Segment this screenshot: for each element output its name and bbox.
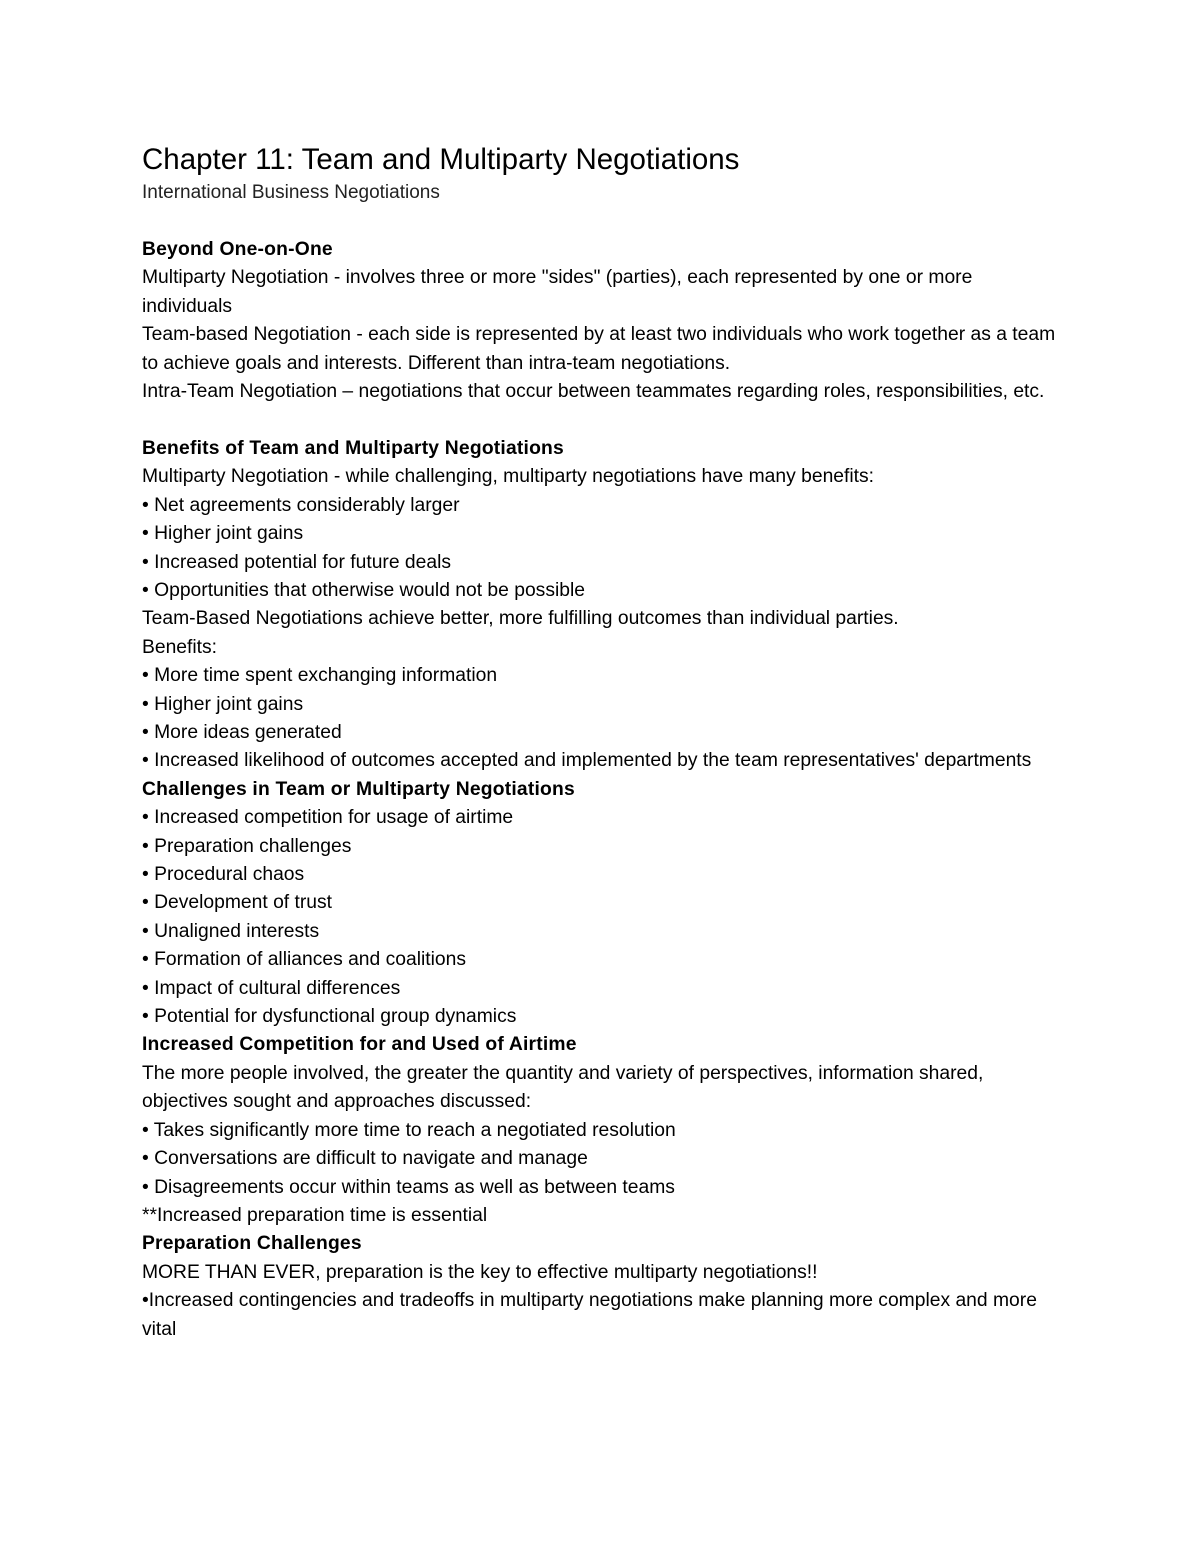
section-airtime: [142, 1031, 1062, 1230]
list-item: • Disagreements occur within teams as well as between teams: [142, 1176, 675, 1198]
paragraph: **Increased preparation time is essential: [142, 1204, 488, 1226]
list-item: • Formation of alliances and coalitions: [142, 949, 466, 971]
paragraph: Intra-Team Negotiation – negotiations that occur between teammates regarding roles, responsibilities, etc.: [142, 381, 1045, 403]
list-item: • Procedural chaos: [142, 864, 305, 886]
list-item: • Increased likelihood of outcomes accepted and implemented by the team representatives' departments: [142, 750, 1032, 772]
list-item: • Increased potential for future deals: [142, 551, 452, 573]
list-item: • Impact of cultural differences: [142, 977, 401, 999]
paragraph: The more people involved, the greater the quantity and variety of perspectives, information shared, objectives sought and approaches discussed:: [142, 1062, 984, 1113]
spacer: [142, 406, 1062, 435]
section-heading: Benefits of Team and Multiparty Negotiations: [142, 437, 564, 459]
list-item: • Potential for dysfunctional group dynamics: [142, 1006, 517, 1028]
paragraph: Multiparty Negotiation - involves three or more "sides" (parties), each represented by one or more individuals: [142, 267, 973, 317]
list-item: • More time spent exchanging information: [142, 665, 498, 687]
section-beyond-one-on-one: [142, 236, 1062, 406]
list-item: • Unaligned interests: [142, 920, 320, 942]
section-heading: Beyond One-on-One: [142, 239, 333, 260]
list-item: • Net agreements considerably larger: [142, 494, 460, 516]
section-heading: Preparation Challenges: [142, 1233, 362, 1255]
list-item: • Preparation challenges: [142, 835, 352, 857]
list-item: •Increased contingencies and tradeoffs in multiparty negotiations make planning more complex and more vital: [142, 1290, 1037, 1340]
list-item: • Higher joint gains: [142, 523, 304, 545]
paragraph: Multiparty Negotiation - while challenging, multiparty negotiations have many benefits:: [142, 466, 875, 488]
section-preparation: [142, 1230, 1062, 1344]
document-page: [142, 141, 1062, 1344]
paragraph: Benefits:: [142, 636, 218, 658]
section-benefits: [142, 435, 1062, 776]
spacer: [142, 208, 1062, 237]
paragraph: Team-Based Negotiations achieve better, more fulfilling outcomes than individual parties.: [142, 608, 899, 630]
paragraph: Team-based Negotiation - each side is represented by at least two individuals who work together as a team to achieve goals and interests. Different than intra-team negotiations.: [142, 324, 1056, 374]
section-heading: Challenges in Team or Multiparty Negotiations: [142, 778, 575, 800]
page-subtitle: International Business Negotiations: [142, 182, 440, 203]
list-item: • Development of trust: [142, 892, 333, 914]
list-item: • Opportunities that otherwise would not be possible: [142, 579, 585, 601]
section-heading: Increased Competition for and Used of Airtime: [142, 1034, 577, 1056]
list-item: • Higher joint gains: [142, 693, 304, 715]
page-title: Chapter 11: Team and Multiparty Negotiations: [142, 143, 740, 176]
list-item: • Conversations are difficult to navigate and manage: [142, 1148, 588, 1170]
list-item: • Increased competition for usage of airtime: [142, 807, 514, 829]
list-item: • More ideas generated: [142, 722, 342, 743]
list-item: • Takes significantly more time to reach a negotiated resolution: [142, 1119, 676, 1141]
section-challenges: [142, 776, 1062, 1032]
paragraph: MORE THAN EVER, preparation is the key to effective multiparty negotiations!!: [142, 1261, 818, 1283]
